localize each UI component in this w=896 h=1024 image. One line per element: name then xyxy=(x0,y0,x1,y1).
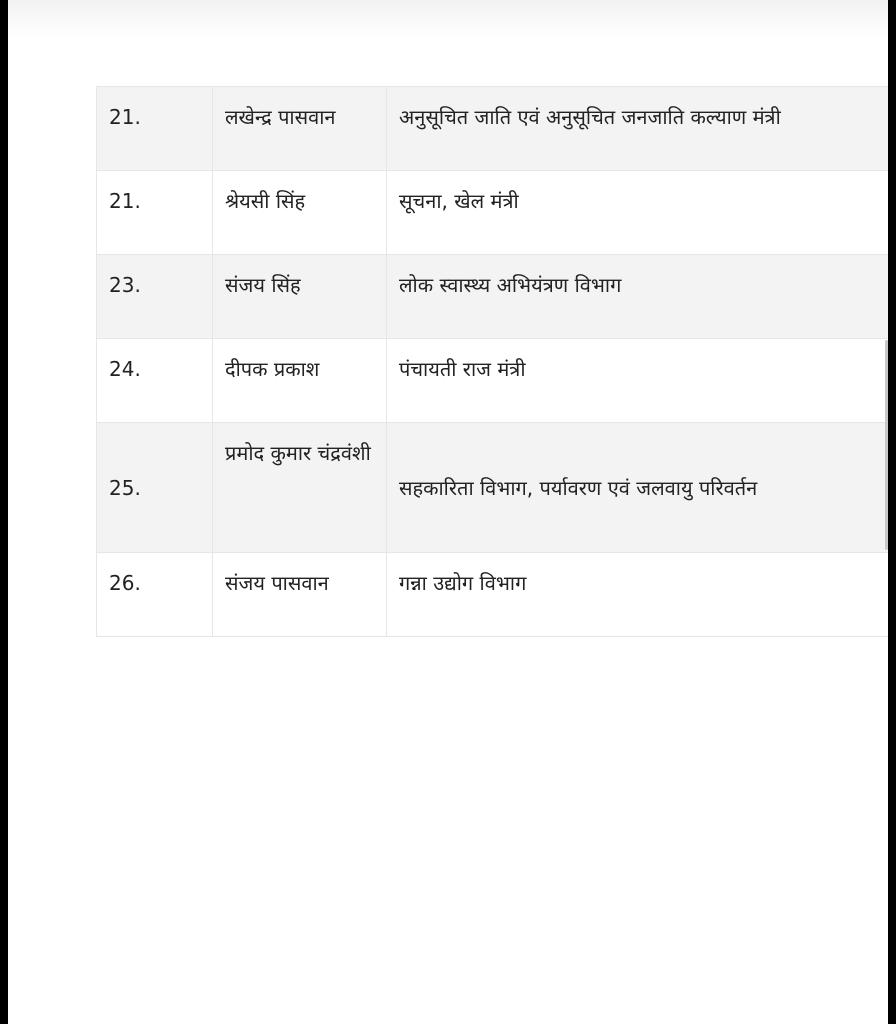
minister-department: पंचायती राज मंत्री xyxy=(387,339,889,423)
page-screen xyxy=(8,0,888,1024)
minister-department: लोक स्वास्थ्य अभियंत्रण विभाग xyxy=(387,255,889,339)
row-number: 25. xyxy=(97,423,213,553)
table-row xyxy=(97,171,889,255)
table-row xyxy=(97,87,889,171)
row-number: 23. xyxy=(97,255,213,339)
table-row xyxy=(97,553,889,637)
minister-name: प्रमोद कुमार चंद्रवंशी xyxy=(213,423,387,553)
minister-name: संजय सिंह xyxy=(213,255,387,339)
minister-name: लखेन्द्र पासवान xyxy=(213,87,387,171)
top-bar xyxy=(8,0,888,38)
row-number: 26. xyxy=(97,553,213,637)
scrollbar[interactable] xyxy=(885,340,888,550)
row-number: 21. xyxy=(97,87,213,171)
minister-department: अनुसूचित जाति एवं अनुसूचित जनजाति कल्याण मंत्री xyxy=(387,87,889,171)
row-number: 21. xyxy=(97,171,213,255)
table-row xyxy=(97,339,889,423)
minister-department: सहकारिता विभाग, पर्यावरण एवं जलवायु परिवर्तन xyxy=(387,423,889,553)
minister-name: संजय पासवान xyxy=(213,553,387,637)
minister-department: गन्ना उद्योग विभाग xyxy=(387,553,889,637)
minister-name: श्रेयसी सिंह xyxy=(213,171,387,255)
table-row xyxy=(97,423,889,553)
minister-department: सूचना, खेल मंत्री xyxy=(387,171,889,255)
ministers-table xyxy=(96,86,888,637)
minister-name: दीपक प्रकाश xyxy=(213,339,387,423)
row-number: 24. xyxy=(97,339,213,423)
ministers-table-container xyxy=(96,86,888,637)
table-row xyxy=(97,255,889,339)
